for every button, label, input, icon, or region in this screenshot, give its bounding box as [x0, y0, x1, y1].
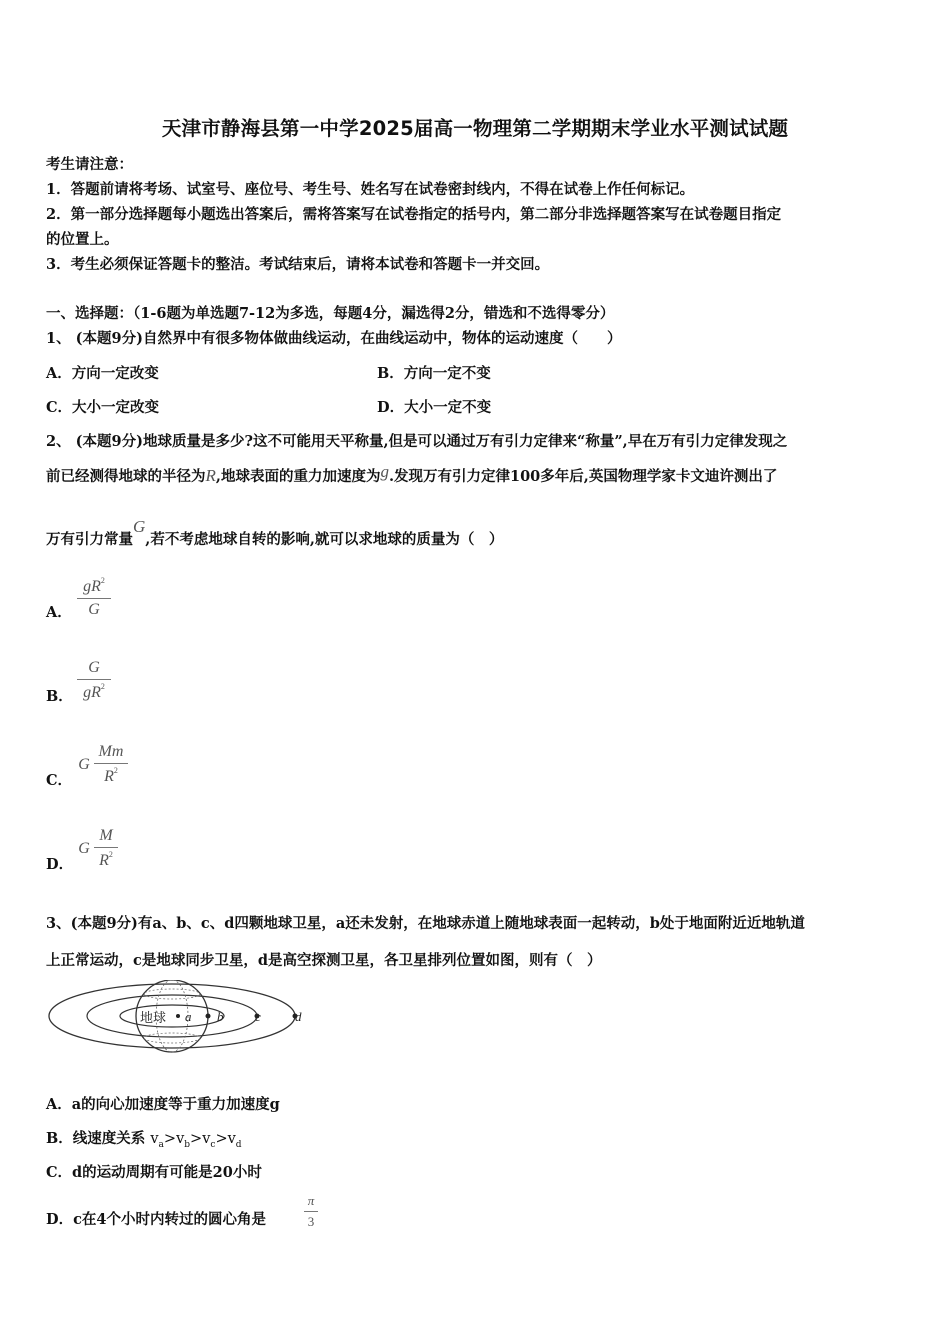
satellite-b-label: b	[217, 1009, 224, 1024]
q2-text-2b: ,地球表面的重力加速度为	[215, 468, 381, 485]
q1-stem: 1、 (本题9分)自然界中有很多物体做曲线运动，在曲线运动中，物体的运动速度（ ）	[46, 330, 622, 347]
q2-c-numerator: Mm	[98, 743, 124, 760]
satellite-orbit-diagram	[45, 980, 320, 1060]
q3-stem-line1: 3、(本题9分)有a、b、c、d四颗地球卫星，a还未发射，在地球赤道上随地球表面一起转动，b处于地面附近近地轨道	[46, 915, 805, 932]
q2-stem-line3	[46, 517, 504, 549]
q2-option-d-label[interactable]: D．	[46, 856, 74, 873]
q3-option-d-fraction	[304, 1193, 318, 1230]
q2-symbol-g: g	[380, 462, 389, 481]
q1-option-b[interactable]: B．方向一定不变	[377, 365, 491, 382]
notice-item-2-cont: 的位置上。	[46, 231, 119, 248]
q2-b-denominator: gR	[83, 684, 101, 701]
q2-a-exponent: 2	[100, 576, 105, 585]
q2-b-numerator: G	[88, 659, 100, 676]
q2-b-exponent: 2	[100, 682, 105, 691]
gt-3: >	[215, 1131, 228, 1147]
q2-option-c-fraction	[94, 743, 128, 786]
v-symbol: v	[176, 1131, 185, 1147]
q3-stem-line2: 上正常运动，c是地球同步卫星，d是高空探测卫星，各卫星排列位置如图，则有（ ）	[46, 952, 602, 969]
notice-heading: 考生请注意：	[46, 156, 133, 173]
q2-option-d-fraction	[94, 827, 118, 870]
section-heading: 一、选择题：（1-6题为单选题7-12为多选，每题4分，漏选得2分，错选和不选得零分）	[46, 305, 615, 322]
q2-option-a-label[interactable]: A．	[46, 604, 72, 621]
q2-a-numerator: gR	[83, 578, 101, 595]
q2-option-c-label[interactable]: C．	[46, 772, 73, 789]
notice-item-3: 3．考生必须保证答题卡的整洁。考试结束后，请将本试卷和答题卡一并交回。	[46, 256, 550, 273]
satellite-c-label: c	[255, 1009, 261, 1024]
q2-text-3b: ,若不考虑地球自转的影响,就可以求地球的质量为（ ）	[145, 531, 504, 548]
sub-c: c	[210, 1139, 216, 1150]
q3-option-b-text: B．线速度关系	[46, 1130, 146, 1147]
q2-option-b-label[interactable]: B．	[46, 688, 73, 705]
v-symbol: v	[227, 1131, 236, 1147]
q1-option-c[interactable]: C．大小一定改变	[46, 399, 160, 416]
page-title: 天津市静海县第一中学2025届高一物理第二学期期末学业水平测试试题	[161, 117, 789, 140]
q2-stem-line1: 2、 (本题9分)地球质量是多少?这不可能用天平称量,但是可以通过万有引力定律来“称量”,早在万有引力定律发现之	[46, 433, 788, 450]
q2-d-exponent: 2	[108, 850, 113, 859]
satellite-d-label: d	[295, 1009, 302, 1024]
q2-d-denominator: R	[99, 852, 109, 869]
q2-text-2c: .发现万有引力定律100多年后,英国物理学家卡文迪许测出了	[388, 468, 778, 485]
sub-a: a	[158, 1139, 164, 1150]
q2-stem-line2	[46, 462, 778, 486]
sub-d: d	[235, 1139, 242, 1150]
q2-option-c-prefix: G	[78, 756, 90, 773]
v-symbol: v	[150, 1131, 159, 1147]
q3-option-b-expression	[150, 1131, 242, 1150]
q3-option-a[interactable]: A．a的向心加速度等于重力加速度g	[46, 1096, 280, 1113]
satellite-a-dot	[176, 1014, 180, 1018]
q2-c-exponent: 2	[113, 766, 118, 775]
q2-a-denominator: G	[88, 601, 100, 618]
notice-item-1: 1．答题前请将考场、试室号、座位号、考生号、姓名写在试卷密封线内，不得在试卷上作任何标记。	[46, 181, 695, 198]
q2-text-3a: 万有引力常量	[46, 531, 133, 548]
q3-option-b[interactable]	[46, 1127, 242, 1150]
gt-1: >	[163, 1131, 177, 1147]
q2-symbol-r: R	[205, 466, 216, 485]
q3-option-d[interactable]: D．c在4个小时内转过的圆心角是	[46, 1211, 266, 1228]
sub-b: b	[184, 1139, 191, 1150]
pi-numerator: π	[307, 1193, 315, 1208]
q2-symbol-gconst: G	[133, 517, 146, 536]
v-symbol: v	[202, 1131, 211, 1147]
q1-option-a[interactable]: A．方向一定改变	[46, 365, 159, 382]
q2-option-b-fraction	[77, 659, 111, 702]
q2-option-a-fraction	[77, 576, 111, 619]
q1-option-d[interactable]: D．大小一定不变	[377, 399, 492, 416]
satellite-a-label: a	[185, 1009, 192, 1024]
notice-item-2: 2．第一部分选择题每小题选出答案后，需将答案写在试卷指定的括号内，第二部分非选择题答案写在试卷题目指定	[46, 206, 782, 223]
earth-latitude-bottom	[144, 1033, 200, 1043]
earth-latitude-top	[144, 989, 200, 999]
orbit-c	[87, 995, 257, 1037]
satellite-b-dot	[206, 1014, 211, 1019]
q2-option-d-prefix: G	[78, 840, 90, 857]
three-denominator: 3	[307, 1214, 315, 1229]
q3-option-c[interactable]: C．d的运动周期有可能是20小时	[46, 1164, 262, 1181]
q2-d-numerator: M	[99, 827, 113, 844]
gt-2: >	[190, 1131, 203, 1147]
earth-label: 地球	[140, 1011, 167, 1026]
q2-text-2a: 前已经测得地球的半径为	[46, 468, 206, 485]
q2-c-denominator: R	[104, 768, 114, 785]
